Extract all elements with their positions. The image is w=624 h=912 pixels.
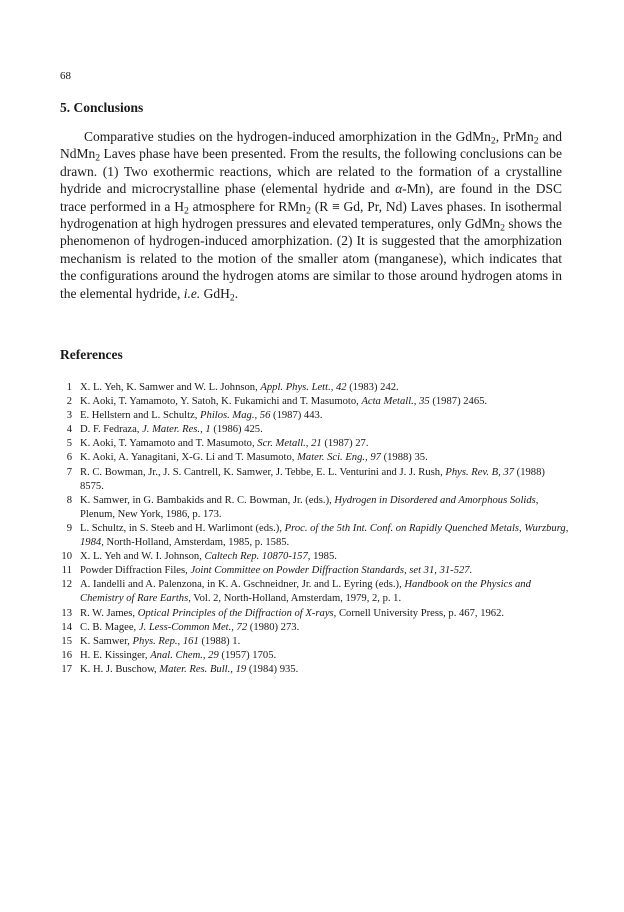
reference-text: K. Aoki, T. Yamamoto, Y. Satoh, K. Fukamichi and T. Masumoto, Acta Metall., 35 (1987) 2465. (80, 396, 488, 408)
reference-list (60, 381, 570, 677)
reference-number: 7 (66, 466, 72, 478)
reference-item (60, 451, 570, 465)
reference-text: E. Hellstern and L. Schultz, Philos. Mag., 56 (1987) 443. (80, 410, 323, 422)
reference-text: Powder Diffraction Files, Joint Committee on Powder Diffraction Standards, set 31, 31-527. (80, 565, 473, 577)
reference-text: R. C. Bowman, Jr., J. S. Cantrell, K. Samwer, J. Tebbe, E. L. Venturini and J. J. Rush, Phys. Rev. B, 37 (1988) 8575. (80, 466, 545, 492)
reference-text: K. Samwer, Phys. Rep., 161 (1988) 1. (80, 635, 241, 647)
reference-item (60, 635, 570, 649)
reference-text: A. Iandelli and A. Palenzona, in K. A. Gschneidner, Jr. and L. Eyring (eds.), Handbook on the Physics and Chemistry of Rare Earths, Vol. 2, North-Holland, Amsterdam, 1979, 2, p. 1. (80, 579, 531, 605)
reference-item (60, 621, 570, 635)
page-number: 68 (60, 70, 71, 82)
reference-text: R. W. James, Optical Principles of the Diffraction of X-rays, Cornell University Press, p. 467, 1962. (80, 607, 505, 619)
reference-number: 13 (61, 607, 72, 619)
reference-number: 12 (61, 579, 72, 591)
reference-item (60, 663, 570, 677)
reference-item (60, 550, 570, 564)
reference-item (60, 607, 570, 621)
reference-number: 10 (61, 551, 72, 563)
reference-item (60, 381, 570, 395)
reference-number: 1 (66, 382, 72, 393)
conclusions-paragraph: Comparative studies on the hydrogen-induced amorphization in the GdMn$_2$, PrMn$_2$ and NdMn$_2$ Laves phase have been presented. From the results, the following conclusions can be drawn. (1) Two exothermic reactions, which are related to the formation of a crystalline hydride and microcrystalline phase (elemental hydride and α-Mn), are found in the DSC trace performed in a $H_2$ atmosphere for RMn$_2$ (R ≡ Gd, Pr, Nd) Laves phases. In isothermal hydrogenation at high hydrogen pressures and elevated temperatures, only GdMn$_2$ shows the phenomenon of hydrogen-induced amorphization. (2) It is suggested that the amorphization mechanism is related to the motion of the smaller atom (manganese), which indicates that the configurations around the hydrogen atoms are similar to those around hydrogen atoms in the elemental hydride, i.e. GdH$_2$. (60, 129, 563, 304)
references-title: References (60, 347, 123, 362)
reference-item (60, 423, 570, 437)
reference-number: 8 (66, 494, 72, 506)
reference-item (60, 564, 570, 578)
reference-text: X. L. Yeh, K. Samwer and W. L. Johnson, Appl. Phys. Lett., 42 (1983) 242. (80, 382, 399, 393)
reference-text: C. B. Magee, J. Less-Common Met., 72 (1980) 273. (80, 621, 300, 633)
reference-item (60, 437, 570, 451)
reference-item (60, 578, 570, 606)
reference-number: 11 (61, 565, 72, 577)
reference-text: K. Aoki, T. Yamamoto and T. Masumoto, Scr. Metall., 21 (1987) 27. (80, 438, 369, 450)
reference-number: 15 (61, 635, 72, 647)
reference-number: 3 (66, 410, 72, 422)
reference-text: L. Schultz, in S. Steeb and H. Warlimont (eds.), Proc. of the 5th Int. Conf. on Rapidly Quenched Metals, Wurzburg, 1984, North-Holland, Amsterdam, 1985, p. 1585. (80, 522, 569, 549)
reference-number: 16 (61, 649, 72, 661)
section-title: 5. Conclusions (60, 100, 144, 115)
reference-number: 2 (66, 396, 72, 408)
reference-number: 4 (66, 424, 72, 436)
reference-number: 6 (66, 452, 72, 464)
reference-item (60, 522, 570, 550)
reference-text: K. Samwer, in G. Bambakids and R. C. Bowman, Jr. (eds.), Hydrogen in Disordered and Amorphous Solids, Plenum, New York, 1986, p. 173. (80, 494, 539, 520)
reference-number: 5 (66, 438, 72, 450)
reference-text: K. H. J. Buschow, Mater. Res. Bull., 19 (1984) 935. (80, 663, 299, 675)
reference-text: H. E. Kissinger, Anal. Chem., 29 (1957) 1705. (80, 649, 277, 661)
reference-text: K. Aoki, A. Yanagitani, X-G. Li and T. Masumoto, Mater. Sci. Eng., 97 (1988) 35. (80, 452, 428, 464)
reference-item (60, 494, 570, 522)
reference-text: X. L. Yeh and W. I. Johnson, Caltech Rep. 10870-157, 1985. (80, 551, 337, 563)
reference-item (60, 395, 570, 409)
reference-number: 17 (61, 663, 72, 675)
reference-text: D. F. Fedraza, J. Mater. Res., 1 (1986) 425. (80, 424, 263, 436)
reference-item (60, 466, 570, 494)
reference-item (60, 649, 570, 663)
reference-number: 14 (61, 621, 72, 633)
reference-number: 9 (66, 522, 72, 534)
reference-item (60, 409, 570, 423)
